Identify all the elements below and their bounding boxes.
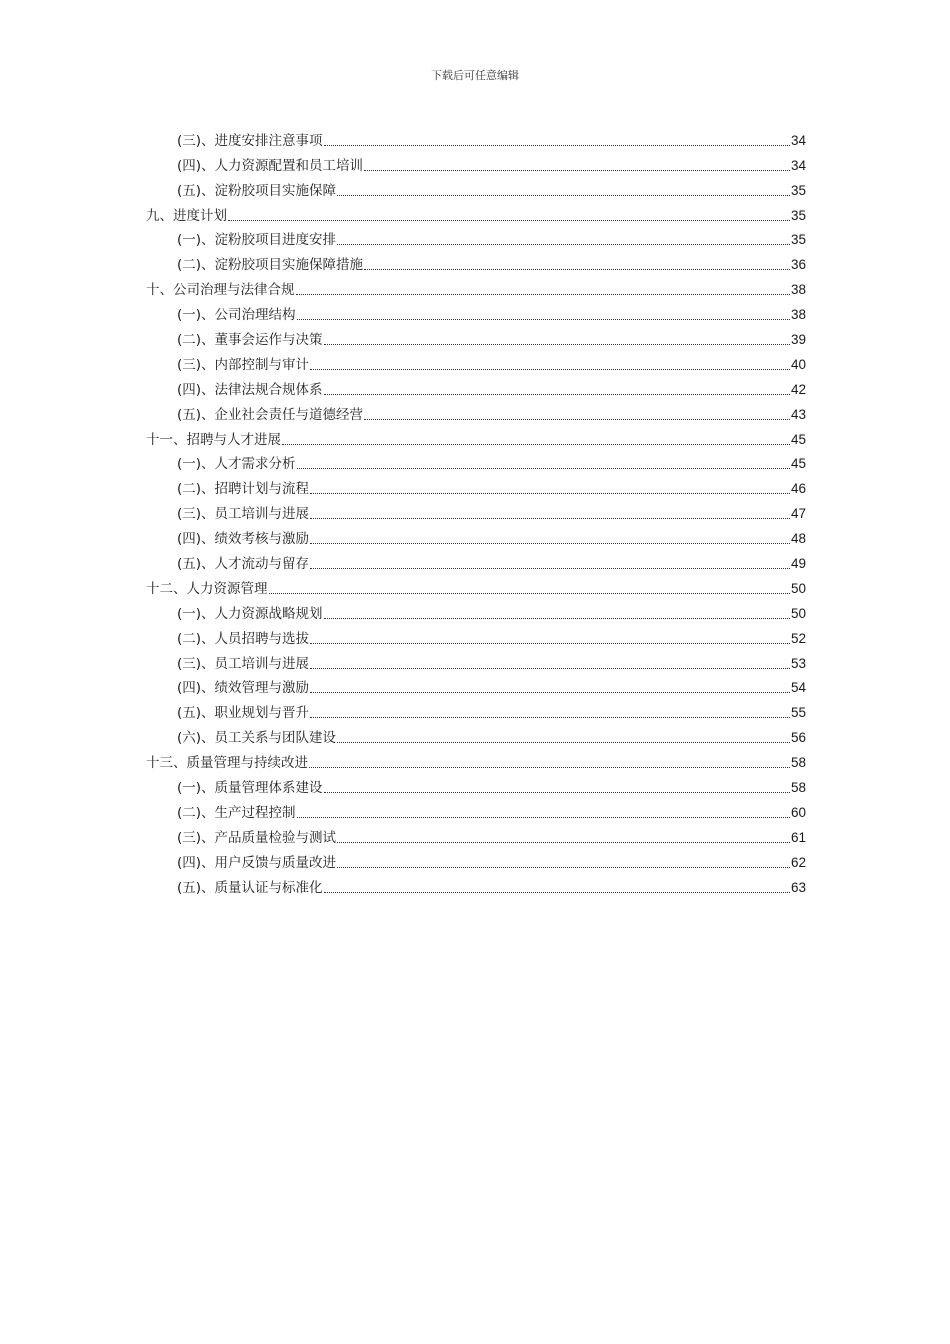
toc-section-entry[interactable] (146, 873, 806, 898)
toc-page-number: 54 (790, 680, 806, 696)
toc-dot-leader (310, 543, 790, 544)
toc-chapter-entry[interactable] (146, 748, 806, 773)
toc-dot-leader (309, 767, 790, 768)
table-of-contents (146, 126, 806, 898)
toc-entry-label: 十二、人力资源管理 (146, 580, 268, 597)
toc-entry-label: (四)、绩效管理与激励 (177, 680, 310, 697)
toc-page-number: 38 (790, 282, 806, 298)
toc-section-entry[interactable] (146, 350, 806, 375)
toc-entry-label: (二)、淀粉胶项目实施保障措施 (177, 257, 364, 274)
toc-section-entry[interactable] (146, 300, 806, 325)
toc-section-entry[interactable] (146, 400, 806, 425)
toc-dot-leader (296, 294, 790, 295)
toc-chapter-entry[interactable] (146, 275, 806, 300)
toc-page-number: 58 (790, 780, 806, 796)
toc-section-entry[interactable] (146, 151, 806, 176)
toc-entry-label: (一)、人力资源战略规划 (177, 605, 323, 622)
toc-dot-leader (337, 742, 790, 743)
toc-page-number: 48 (790, 531, 806, 547)
toc-entry-label: (四)、法律法规合规体系 (177, 381, 323, 398)
toc-dot-leader (310, 692, 790, 693)
toc-entry-label: 十、公司治理与法律合规 (146, 282, 295, 299)
toc-dot-leader (310, 518, 790, 519)
toc-chapter-entry[interactable] (146, 574, 806, 599)
toc-entry-label: (五)、质量认证与标准化 (177, 879, 323, 896)
toc-entry-label: (二)、招聘计划与流程 (177, 481, 310, 498)
toc-page-number: 45 (790, 456, 806, 472)
toc-section-entry[interactable] (146, 624, 806, 649)
toc-page-number: 58 (790, 755, 806, 771)
toc-entry-label: (三)、内部控制与审计 (177, 356, 310, 373)
toc-page-number: 63 (790, 879, 806, 895)
toc-section-entry[interactable] (146, 226, 806, 251)
toc-section-entry[interactable] (146, 176, 806, 201)
toc-section-entry[interactable] (146, 499, 806, 524)
toc-entry-label: 十一、招聘与人才进展 (146, 431, 281, 448)
toc-dot-leader (337, 842, 790, 843)
toc-entry-label: (一)、质量管理体系建设 (177, 780, 323, 797)
toc-page-number: 35 (790, 182, 806, 198)
toc-section-entry[interactable] (146, 375, 806, 400)
toc-section-entry[interactable] (146, 823, 806, 848)
toc-dot-leader (324, 792, 790, 793)
toc-page-number: 49 (790, 556, 806, 572)
toc-dot-leader (324, 892, 790, 893)
toc-dot-leader (310, 369, 790, 370)
toc-page-number: 47 (790, 506, 806, 522)
toc-page-number: 34 (790, 157, 806, 173)
toc-entry-label: (三)、产品质量检验与测试 (177, 829, 337, 846)
toc-entry-label: (五)、企业社会责任与道德经营 (177, 406, 364, 423)
toc-dot-leader (364, 269, 790, 270)
toc-chapter-entry[interactable] (146, 425, 806, 450)
toc-page-number: 56 (790, 730, 806, 746)
toc-page-number: 43 (790, 406, 806, 422)
toc-dot-leader (297, 817, 790, 818)
toc-dot-leader (310, 643, 790, 644)
toc-dot-leader (282, 444, 790, 445)
toc-page-number: 61 (790, 829, 806, 845)
toc-section-entry[interactable] (146, 649, 806, 674)
toc-page-number: 40 (790, 356, 806, 372)
toc-section-entry[interactable] (146, 798, 806, 823)
toc-dot-leader (310, 668, 790, 669)
toc-entry-label: (一)、人才需求分析 (177, 456, 296, 473)
toc-dot-leader (337, 195, 790, 196)
toc-entry-label: (四)、用户反馈与质量改进 (177, 854, 337, 871)
toc-section-entry[interactable] (146, 450, 806, 475)
toc-page-number: 52 (790, 630, 806, 646)
toc-section-entry[interactable] (146, 524, 806, 549)
toc-dot-leader (228, 220, 790, 221)
page-header: 下载后可任意编辑 (431, 69, 519, 82)
toc-page-number: 62 (790, 854, 806, 870)
toc-page-number: 39 (790, 332, 806, 348)
toc-section-entry[interactable] (146, 674, 806, 699)
toc-entry-label: (三)、员工培训与进展 (177, 655, 310, 672)
toc-dot-leader (324, 394, 790, 395)
toc-page-number: 50 (790, 605, 806, 621)
toc-page-number: 46 (790, 481, 806, 497)
toc-section-entry[interactable] (146, 773, 806, 798)
toc-entry-label: (五)、职业规划与晋升 (177, 705, 310, 722)
toc-entry-label: (三)、员工培训与进展 (177, 506, 310, 523)
toc-dot-leader (310, 717, 790, 718)
toc-dot-leader (324, 145, 790, 146)
toc-chapter-entry[interactable] (146, 201, 806, 226)
toc-dot-leader (337, 244, 790, 245)
toc-section-entry[interactable] (146, 723, 806, 748)
toc-entry-label: (四)、人力资源配置和员工培训 (177, 157, 364, 174)
toc-dot-leader (337, 867, 790, 868)
toc-page-number: 55 (790, 705, 806, 721)
toc-dot-leader (269, 593, 790, 594)
toc-entry-label: 九、进度计划 (146, 207, 227, 224)
toc-entry-label: (六)、员工关系与团队建设 (177, 730, 337, 747)
toc-entry-label: (二)、生产过程控制 (177, 804, 296, 821)
toc-section-entry[interactable] (146, 599, 806, 624)
toc-entry-label: (四)、绩效考核与激励 (177, 531, 310, 548)
toc-section-entry[interactable] (146, 698, 806, 723)
toc-page-number: 53 (790, 655, 806, 671)
toc-section-entry[interactable] (146, 126, 806, 151)
toc-dot-leader (324, 344, 790, 345)
toc-page-number: 50 (790, 580, 806, 596)
toc-section-entry[interactable] (146, 250, 806, 275)
toc-page-number: 36 (790, 257, 806, 273)
toc-dot-leader (297, 319, 790, 320)
toc-page-number: 42 (790, 381, 806, 397)
toc-page-number: 34 (790, 132, 806, 148)
toc-section-entry[interactable] (146, 474, 806, 499)
toc-page-number: 35 (790, 232, 806, 248)
toc-dot-leader (364, 170, 790, 171)
toc-page-number: 35 (790, 207, 806, 223)
toc-page-number: 45 (790, 431, 806, 447)
toc-dot-leader (310, 568, 790, 569)
toc-entry-label: 十三、质量管理与持续改进 (146, 755, 308, 772)
toc-section-entry[interactable] (146, 549, 806, 574)
toc-entry-label: (三)、进度安排注意事项 (177, 132, 323, 149)
toc-entry-label: (二)、人员招聘与选拔 (177, 630, 310, 647)
toc-entry-label: (一)、淀粉胶项目进度安排 (177, 232, 337, 249)
toc-dot-leader (297, 468, 790, 469)
toc-dot-leader (364, 419, 790, 420)
toc-entry-label: (五)、淀粉胶项目实施保障 (177, 182, 337, 199)
toc-entry-label: (五)、人才流动与留存 (177, 556, 310, 573)
toc-section-entry[interactable] (146, 325, 806, 350)
toc-dot-leader (310, 493, 790, 494)
toc-page-number: 38 (790, 307, 806, 323)
toc-section-entry[interactable] (146, 848, 806, 873)
toc-entry-label: (一)、公司治理结构 (177, 307, 296, 324)
toc-dot-leader (324, 618, 790, 619)
toc-entry-label: (二)、董事会运作与决策 (177, 332, 323, 349)
toc-page-number: 60 (790, 804, 806, 820)
